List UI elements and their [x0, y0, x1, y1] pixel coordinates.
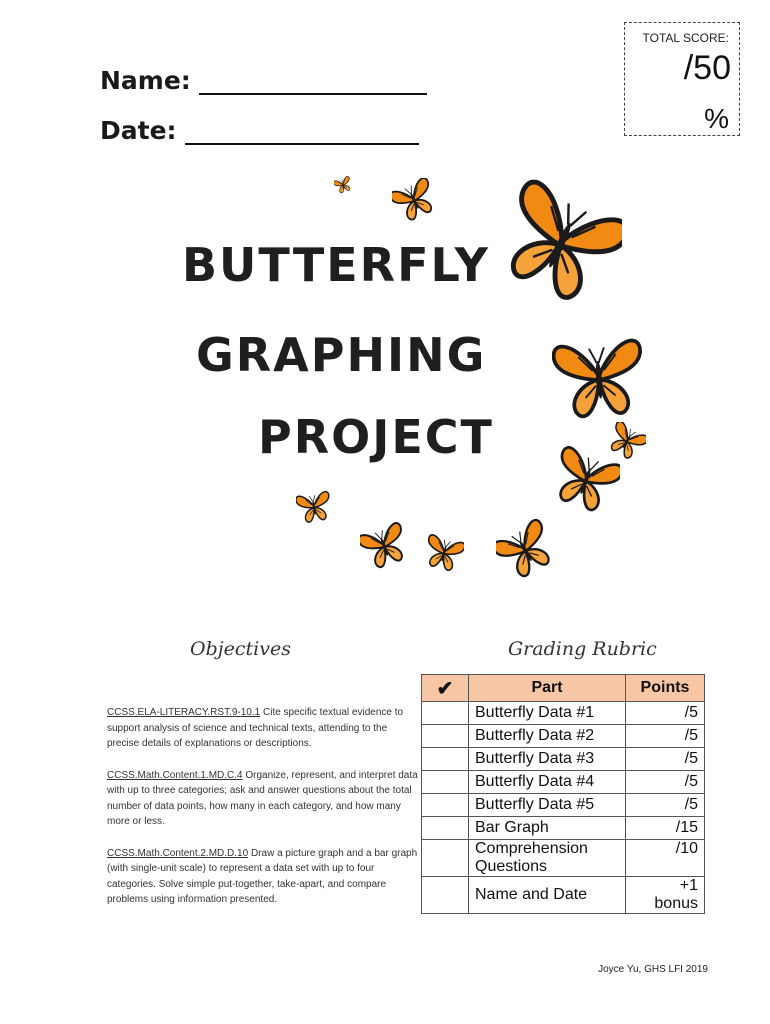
rubric-part: Comprehension Questions	[469, 840, 626, 877]
rubric-points: /5	[626, 794, 705, 817]
butterfly-icon	[360, 518, 408, 574]
check-cell[interactable]	[422, 877, 469, 914]
standard-text: Draw a picture graph and a bar graph (with single-unit scale) to represent a data set with up to four categories. Solve simple put-together, take-apart, and compare problems using information presented.	[107, 847, 418, 905]
rubric-row	[422, 817, 705, 840]
butterfly-icon	[552, 330, 646, 426]
rubric-part: Bar Graph	[469, 817, 626, 840]
name-blank-line[interactable]	[199, 93, 427, 95]
standard-code: CCSS.ELA-LITERACY.RST.9-10.1	[107, 707, 261, 718]
grading-rubric-table	[421, 674, 705, 914]
rubric-points: /10	[626, 840, 705, 877]
rubric-row	[422, 771, 705, 794]
total-score-box	[624, 22, 740, 136]
objective-item	[107, 705, 419, 752]
objective-item	[107, 768, 419, 830]
butterfly-icon	[296, 488, 332, 526]
butterfly-icon	[500, 176, 622, 310]
rubric-heading: Grading Rubric	[508, 638, 657, 660]
rubric-points: /5	[626, 702, 705, 725]
check-cell[interactable]	[422, 748, 469, 771]
butterfly-icon	[392, 178, 436, 222]
rubric-header-row	[422, 675, 705, 702]
rubric-row	[422, 840, 705, 877]
rubric-part: Butterfly Data #5	[469, 794, 626, 817]
date-field[interactable]	[100, 116, 419, 145]
title-line-1: BUTTERFLY	[182, 238, 490, 292]
check-cell[interactable]	[422, 817, 469, 840]
butterfly-icon	[424, 532, 464, 574]
check-cell[interactable]	[422, 840, 469, 877]
rubric-part: Butterfly Data #1	[469, 702, 626, 725]
butterfly-icon	[496, 516, 554, 584]
date-blank-line[interactable]	[185, 143, 419, 145]
column-header-points: Points	[626, 675, 705, 702]
check-cell[interactable]	[422, 794, 469, 817]
check-cell[interactable]	[422, 771, 469, 794]
checkmark-icon: ✔	[422, 675, 469, 702]
name-field[interactable]	[100, 66, 427, 95]
objective-item	[107, 846, 419, 908]
standard-text: Cite specific textual evidence to support analysis of science and technical texts, attending to the precise details of explanations or descriptions.	[107, 707, 404, 749]
total-score-label: TOTAL SCORE:	[642, 31, 729, 45]
objectives-heading: Objectives	[190, 638, 291, 660]
rubric-points: /5	[626, 748, 705, 771]
rubric-points: /5	[626, 771, 705, 794]
rubric-part: Butterfly Data #3	[469, 748, 626, 771]
rubric-points: /5	[626, 725, 705, 748]
footer-credit: Joyce Yu, GHS LFI 2019	[598, 964, 708, 975]
rubric-row	[422, 877, 705, 914]
rubric-row	[422, 725, 705, 748]
rubric-part: Butterfly Data #4	[469, 771, 626, 794]
butterfly-icon	[552, 444, 620, 516]
rubric-part: Butterfly Data #2	[469, 725, 626, 748]
name-label: Name:	[100, 66, 191, 95]
title-line-3: PROJECT	[258, 410, 494, 464]
rubric-part: Name and Date	[469, 877, 626, 914]
date-label: Date:	[100, 116, 177, 145]
column-header-part: Part	[469, 675, 626, 702]
total-score-percent: %	[704, 103, 729, 134]
rubric-row	[422, 702, 705, 725]
standard-code: CCSS.Math.Content.1.MD.C.4	[107, 769, 243, 781]
rubric-row	[422, 748, 705, 771]
check-cell[interactable]	[422, 725, 469, 748]
objectives-list	[107, 705, 419, 924]
total-score-points: /50	[683, 49, 731, 87]
rubric-points: /15	[626, 817, 705, 840]
title-line-2: GRAPHING	[196, 328, 487, 382]
standard-code: CCSS.Math.Content.2.MD.D.10	[107, 847, 249, 859]
rubric-points: +1 bonus	[626, 877, 705, 914]
butterfly-icon	[334, 176, 352, 194]
check-cell[interactable]	[422, 702, 469, 725]
rubric-row	[422, 794, 705, 817]
standard-text: Organize, represent, and interpret data with up to three categories; ask and answer questions about the total number of data points, how many in each category, and how many more or less.	[107, 769, 418, 827]
